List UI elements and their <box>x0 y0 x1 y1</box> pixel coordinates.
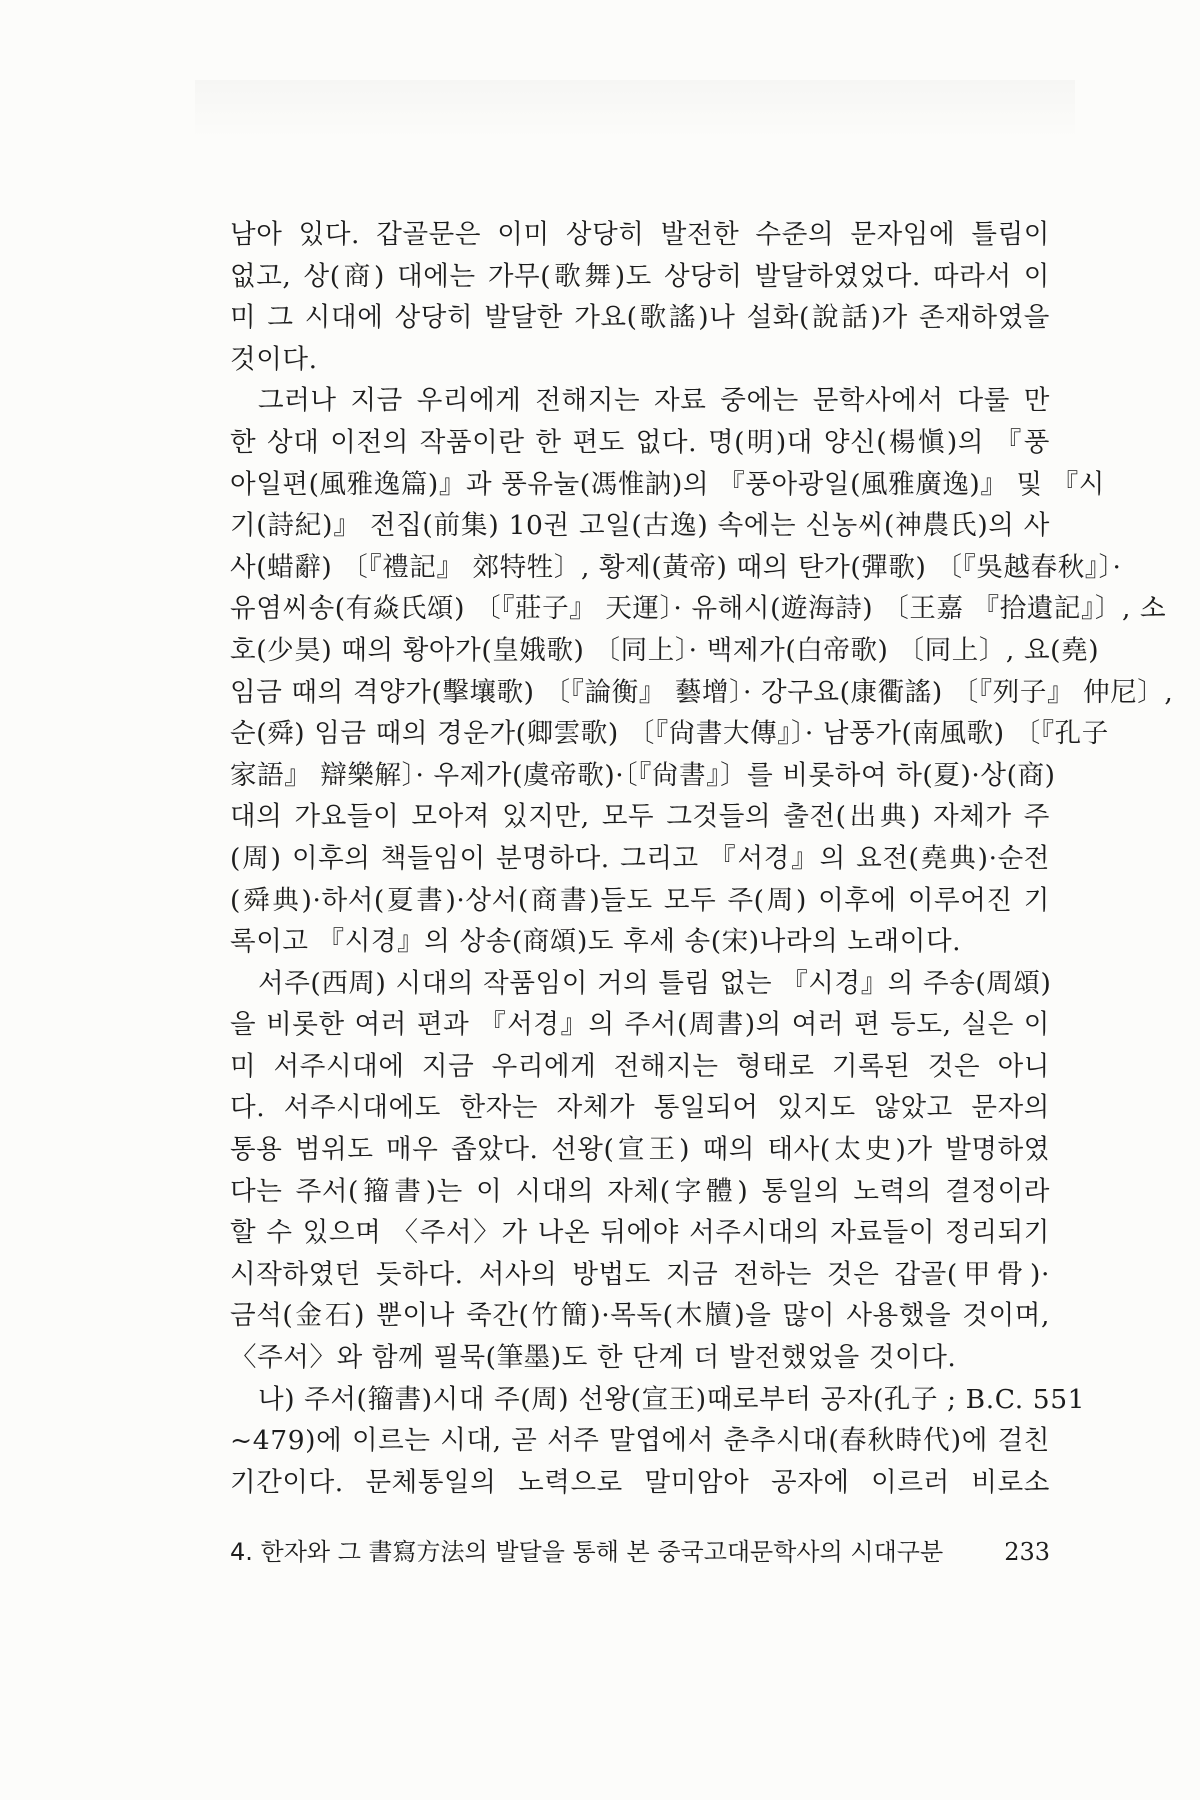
text-line: 유염씨송(有焱氏頌) 〔『莊子』 天運〕· 유해시(遊海詩) 〔王嘉 『拾遺記』〕, 소 <box>230 593 1167 625</box>
text-line: 임금 때의 격양가(擊壤歌) 〔『論衡』 藝增〕· 강구요(康衢謠) 〔『列子』 仲尼〕, <box>230 676 1174 708</box>
text-line: 록이고 『시경』의 상송(商頌)도 후세 송(宋)나라의 노래이다. <box>230 926 962 958</box>
text-line: 그러나 지금 우리에게 전해지는 자료 중에는 문학사에서 다룰 만 <box>258 385 1050 417</box>
text-line: 한 상대 이전의 작품이란 한 편도 없다. 명(明)대 양신(楊愼)의 『풍 <box>230 426 1050 458</box>
text-line: ~479)에 이르는 시대, 곧 서주 말엽에서 춘추시대(春秋時代)에 걸친 <box>230 1425 1050 1457</box>
text-line: 나) 주서(籀書)시대 주(周) 선왕(宣王)때로부터 공자(孔子 ; B.C. 551 <box>258 1383 1086 1415</box>
text-line: 기간이다. 문체통일의 노력으로 말미암아 공자에 이르러 비로소 <box>230 1466 1050 1498</box>
text-line: (舜典)·하서(夏書)·상서(商書)들도 모두 주(周) 이후에 이루어진 기 <box>230 884 1050 916</box>
text-line: 순(舜) 임금 때의 경운가(卿雲歌) 〔『尙書大傳』〕· 남풍가(南風歌) 〔『孔子 <box>230 718 1109 750</box>
text-line: 남아 있다. 갑골문은 이미 상당히 발전한 수준의 문자임에 틀림이 <box>230 219 1050 250</box>
text-line: 다는 주서(籀書)는 이 시대의 자체(字體) 통일의 노력의 결정이라 <box>230 1175 1050 1207</box>
text-line: 금석(金石) 뿐이나 죽간(竹簡)·목독(木牘)을 많이 사용했을 것이며, <box>230 1300 1050 1332</box>
text-line: 것이다. <box>230 343 318 375</box>
text-line: 호(少昊) 때의 황아가(皇娥歌) 〔同上〕· 백제가(白帝歌) 〔同上〕, 요(堯) <box>230 634 1100 666</box>
text-line: 서주(西周) 시대의 작품임이 거의 틀림 없는 『시경』의 주송(周頌) <box>258 967 1052 999</box>
text-line: 미 서주시대에 지금 우리에게 전해지는 형태로 기록된 것은 아니 <box>230 1050 1050 1082</box>
text-line: 시작하였던 듯하다. 서사의 방법도 지금 전하는 것은 갑골(甲骨)· <box>230 1258 1050 1290</box>
text-line: 사(蜡辭) 〔『禮記』 郊特牲〕, 황제(黃帝) 때의 탄가(彈歌) 〔『吳越春秋』〕· <box>230 551 1122 583</box>
chapter-title: 4. 한자와 그 書寫方法의 발달을 통해 본 중국고대문학사의 시대구분 <box>230 1538 944 1566</box>
text-line: 기(詩紀)』 전집(前集) 10권 고일(古逸) 속에는 신농씨(神農氏)의 사 <box>230 510 1050 542</box>
text-line: 미 그 시대에 상당히 발달한 가요(歌謠)나 설화(說話)가 존재하였을 <box>230 302 1050 334</box>
page-number: 233 <box>1004 1538 1050 1566</box>
text-line: 할 수 있으며 〈주서〉가 나온 뒤에야 서주시대의 자료들이 정리되기 <box>230 1217 1050 1249</box>
text-line: 통용 범위도 매우 좁았다. 선왕(宣王) 때의 태사(太史)가 발명하였 <box>230 1134 1050 1166</box>
body-text <box>230 214 1174 1503</box>
text-line: 없고, 상(商) 대에는 가무(歌舞)도 상당히 발달하였었다. 따라서 이 <box>230 260 1050 292</box>
text-line: (周) 이후의 책들임이 분명하다. 그리고 『서경』의 요전(堯典)·순전 <box>230 842 1050 874</box>
text-line: 아일편(風雅逸篇)』과 풍유눌(馮惟訥)의 『풍아광일(風雅廣逸)』 및 『시 <box>230 468 1106 500</box>
text-line: 〈주서〉와 함께 필묵(筆墨)도 한 단계 더 발전했었을 것이다. <box>230 1342 957 1374</box>
text-line: 대의 가요들이 모아져 있지만, 모두 그것들의 출전(出典) 자체가 주 <box>230 801 1050 833</box>
text-line: 다. 서주시대에도 한자는 자체가 통일되어 있지도 않았고 문자의 <box>230 1092 1050 1124</box>
running-footer <box>230 1532 1050 1567</box>
text-line: 을 비롯한 여러 편과 『서경』의 주서(周書)의 여러 편 등도, 실은 이 <box>230 1009 1050 1041</box>
text-line: 家語』 辯樂解〕· 우제가(虞帝歌)·〔『尙書』〕를 비롯하여 하(夏)·상(商) <box>230 759 1056 791</box>
